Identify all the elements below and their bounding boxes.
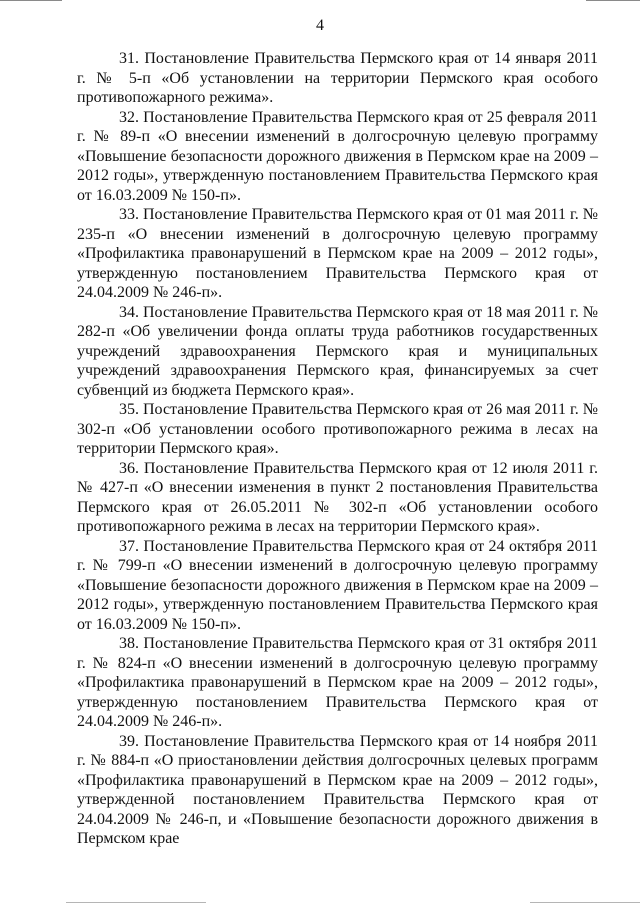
list-item-36: 36. Постановление Правительства Пермского края от 12 июля 2011 г. № 427-п «О внесении изменения в пункт 2 постановления Правительства Пермского края от 26.05.2011 № 302-п «Об установлении особого противопожарного режима в лесах на территории Пермского края».: [77, 459, 598, 535]
document-body: [77, 49, 598, 849]
scan-edge-bottom-left: [66, 902, 206, 903]
list-item-33: 33. Постановление Правительства Пермского края от 01 мая 2011 г. № 235-п «О внесении изменений в долгосрочную целевую программу «Профилактика правонарушений в Пермском крае на 2009 – 2012 годы», утвержденную постановлением Правительства Пермского края от 24.04.2009 № 246-п».: [77, 206, 598, 301]
list-item-31: 31. Постановление Правительства Пермского края от 14 января 2011 г. № 5-п «Об установлении на территории Пермского края особого противопожарного режима».: [77, 50, 598, 106]
scan-edge-top-left: [0, 0, 62, 1]
page-number: 4: [316, 17, 324, 34]
list-item-35: 35. Постановление Правительства Пермского края от 26 мая 2011 г. № 302-п «Об установлении особого противопожарного режима в лесах на территории Пермского края».: [77, 401, 598, 457]
list-item-34: 34. Постановление Правительства Пермского края от 18 мая 2011 г. № 282-п «Об увеличении фонда оплаты труда работников государственных учреждений здравоохранения Пермского края и муниципальных учреждений здравоохранения Пермского края, финансируемых за счет субвенций из бюджета Пермского края».: [77, 303, 598, 399]
list-item-32: 32. Постановление Правительства Пермского края от 25 февраля 2011 г. № 89-п «О внесении изменений в долгосрочную целевую программу «Повышение безопасности дорожного движения в Пермском крае на 2009 – 2012 годы», утвержденную постановлением Правительства Пермского края от 16.03.2009 № 150-п».: [77, 108, 598, 204]
scan-edge-top-right: [586, 0, 640, 1]
list-item-37: 37. Постановление Правительства Пермского края от 24 октября 2011 г. № 799-п «О внесении изменений в долгосрочную целевую программу «Повышение безопасности дорожного движения в Пермском крае на 2009 – 2012 годы», утвержденную постановлением Правительства Пермского края от 16.03.2009 № 150-п».: [77, 537, 598, 633]
list-item-38: 38. Постановление Правительства Пермского края от 31 октября 2011 г. № 824-п «О внесении изменений в долгосрочную целевую программу «Профилактика правонарушений в Пермском крае на 2009 – 2012 годы», утвержденную постановлением Правительства Пермского края от 24.04.2009 № 246-п».: [77, 635, 598, 730]
scan-edge-bottom-right: [530, 902, 640, 903]
list-item-39: 39. Постановление Правительства Пермского края от 14 ноября 2011 г. № 884-п «О приостановлении действия долгосрочных целевых программ «Профилактика правонарушений в Пермском крае на 2009 – 2012 годы», утвержденной постановлением Правительства Пермского края от 24.04.2009 № 246-п, и «Повышение безопасности дорожного движения в Пермском крае: [77, 732, 598, 847]
